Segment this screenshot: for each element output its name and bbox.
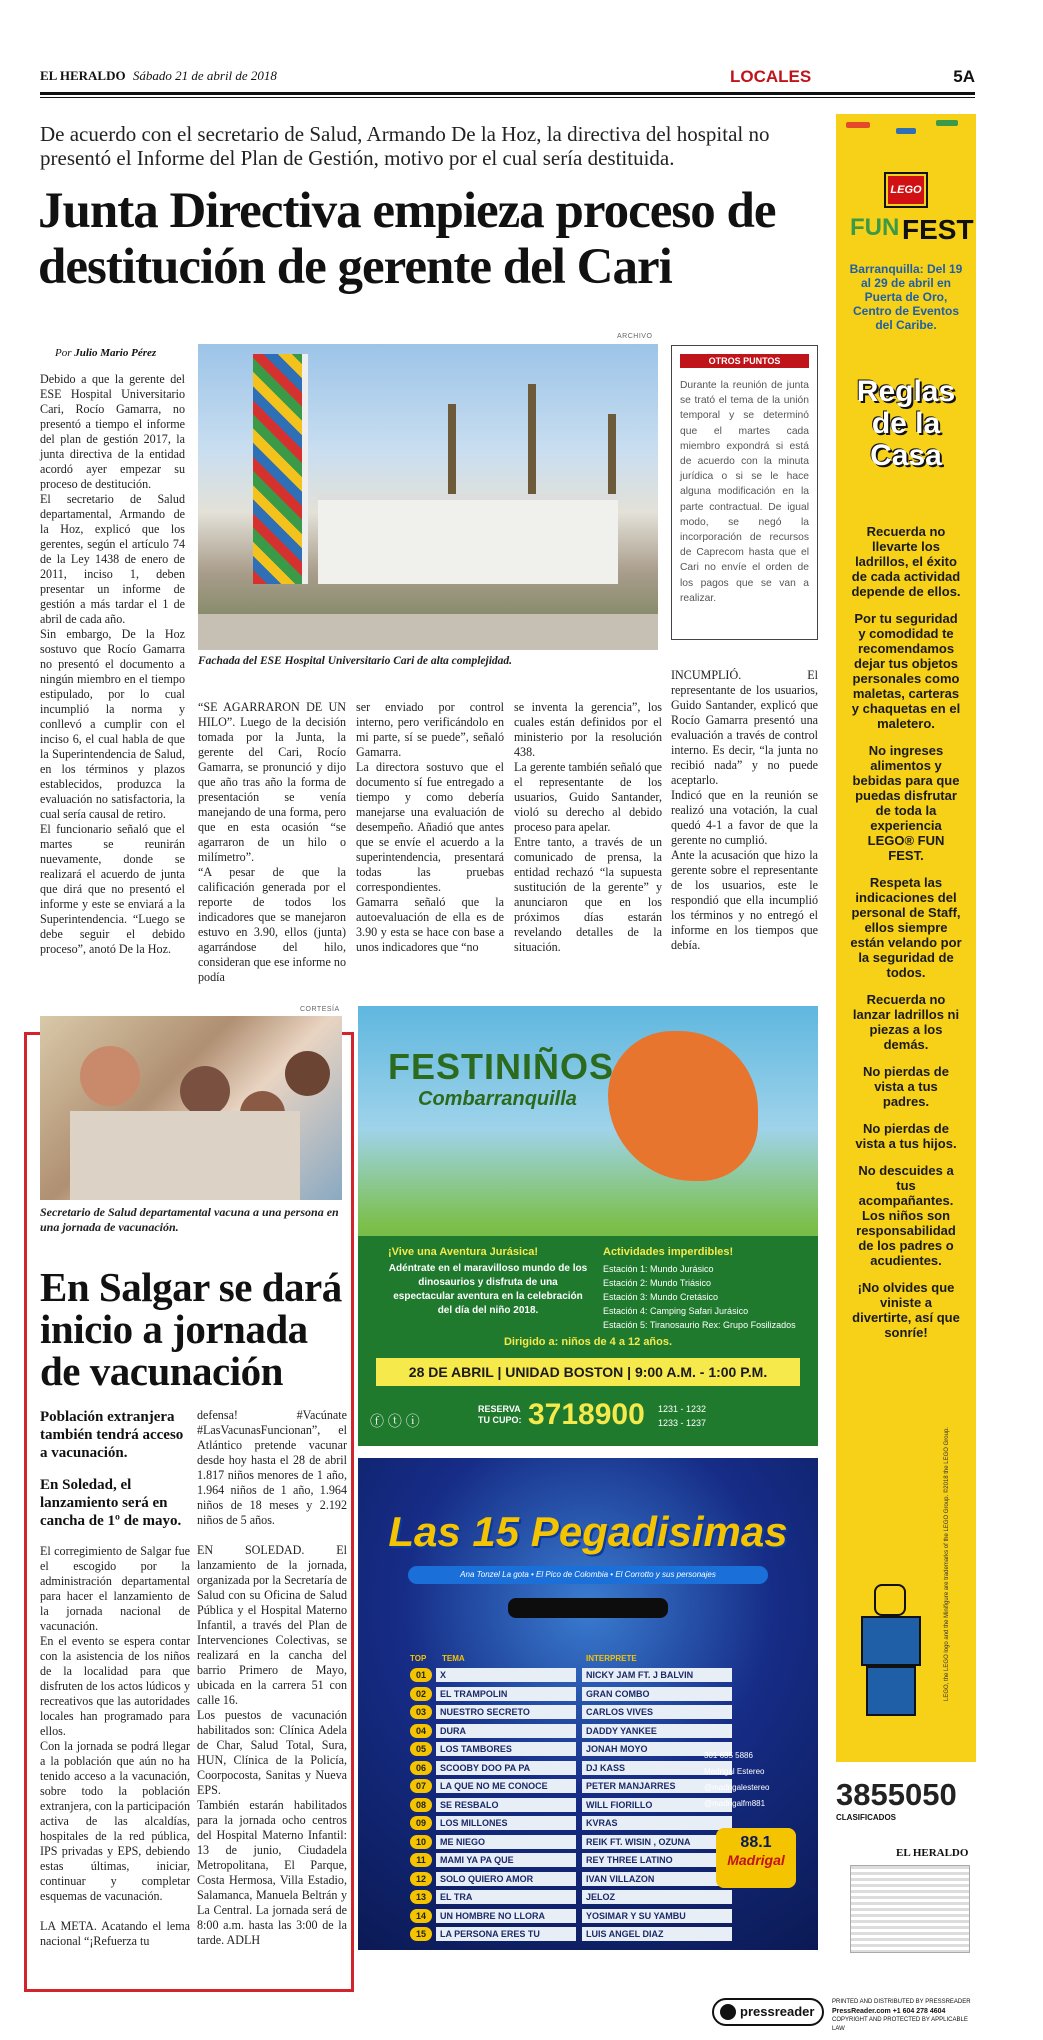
- vaccine-headline: En Salgar se dará inicio a jornada de vacunación: [40, 1264, 342, 1394]
- chart-song: EL TRAMPOLIN: [436, 1687, 576, 1701]
- chart-row: [410, 1927, 790, 1941]
- chart-song: ME NIEGO: [436, 1835, 576, 1849]
- pressreader-brand: pressreader: [740, 2004, 815, 2019]
- lego-fun: FUN: [850, 214, 900, 241]
- festininos-event: 28 DE ABRIL | UNIDAD BOSTON | 9:00 A.M. - 1:00 P.M.: [376, 1358, 800, 1386]
- pegadisimas-ribbon: Ana Tonzel La gota • El Pico de Colombia • El Corrotto y sus personajes: [408, 1566, 768, 1584]
- station-2: Estación 2: Mundo Triásico: [603, 1278, 712, 1288]
- chart-rank: 14: [410, 1909, 432, 1923]
- station-1: Estación 1: Mundo Jurásico: [603, 1264, 714, 1274]
- chart-rank: 10: [410, 1835, 432, 1849]
- paper-name: EL HERALDO: [40, 68, 126, 83]
- chart-artist: CARLOS VIVES: [582, 1705, 732, 1719]
- classified-label: CLASIFICADOS: [836, 1813, 896, 1822]
- chart-song: X: [436, 1668, 576, 1682]
- page-number: 5A: [953, 67, 975, 86]
- chart-row: [410, 1909, 790, 1923]
- festininos-ext-2: 1233 - 1237: [658, 1418, 707, 1428]
- lego-location: Barranquilla: Del 19 al 29 de abril en Puerta de Oro, Centro de Eventos del Caribe.: [849, 262, 963, 332]
- chart-rank: 13: [410, 1890, 432, 1904]
- contact-facebook: Madrigal Estereo: [704, 1767, 765, 1776]
- chart-rank: 12: [410, 1872, 432, 1886]
- chart-row: [410, 1724, 790, 1738]
- chart-song: UN HOMBRE NO LLORA: [436, 1909, 576, 1923]
- chart-artist: LUIS ANGEL DIAZ: [582, 1927, 732, 1941]
- chart-rank: 15: [410, 1927, 432, 1941]
- pressreader-logo: [712, 1998, 824, 2026]
- section-name: LOCALES: [730, 67, 812, 86]
- lego-logo: LEGO: [886, 174, 926, 206]
- festininos-ext-1: 1231 - 1232: [658, 1404, 707, 1414]
- col-interprete: INTERPRETE: [586, 1654, 637, 1663]
- classified-paper: EL HERALDO: [896, 1847, 969, 1859]
- header-rule-thin: [40, 97, 975, 98]
- chart-artist: WILL FIORILLO: [582, 1798, 732, 1812]
- contact-instagram: @madrigalfm881: [704, 1799, 766, 1808]
- lego-rule-5: Recuerda no lanzar ladrillos ni piezas a los demás.: [852, 992, 960, 1052]
- chart-song: LA QUE NO ME CONOCE: [436, 1779, 576, 1793]
- chart-artist: JONAH MOYO: [582, 1742, 732, 1756]
- chart-rank: 08: [410, 1798, 432, 1812]
- article-column-4: se inventa la gerencia”, los cuales están definidos por el ministerio por la resolución 438. La gerente también señaló que el representante de los usuarios, Guido Santander, violó su derecho al debido proceso para apelar. Entre tanto, a través de un comunicado de prensa, la entidad rechazó “la supuesta sustitución de la gerente” y anunciaron que en los próximos días estarán revelando detalles de la situación.: [514, 700, 662, 954]
- festininos-left-text: Adéntrate en el maravilloso mundo de los dinosaurios y disfruta de una espectacular aventura en la celebración del día del niño 2018.: [388, 1263, 588, 1316]
- chart-rank: 03: [410, 1705, 432, 1719]
- photo-credit: ARCHIVO: [617, 333, 653, 340]
- chart-rank: 05: [410, 1742, 432, 1756]
- vaccination-photo: [40, 1016, 342, 1200]
- dinosaur-illustration: [608, 1031, 758, 1181]
- chart-artist: JELOZ: [582, 1890, 732, 1904]
- article-deck: De acuerdo con el secretario de Salud, Armando De la Hoz, la directiva del hospital no presentó el Informe del Plan de Gestión, motivo por el cual sería destituida.: [40, 122, 770, 170]
- footer-line-1: PRINTED AND DISTRIBUTED BY PRESSREADER: [832, 1999, 971, 2005]
- chart-artist: PETER MANJARRES: [582, 1779, 732, 1793]
- station-4: Estación 4: Camping Safari Jurásico: [603, 1306, 749, 1316]
- lego-fest: FEST: [902, 214, 974, 245]
- chart-song: SOLO QUIERO AMOR: [436, 1872, 576, 1886]
- chart-artist: DADDY YANKEE: [582, 1724, 732, 1738]
- chart-artist: REIK FT. WISIN , OZUNA: [582, 1835, 732, 1849]
- issue-date: Sábado 21 de abril de 2018: [132, 68, 277, 83]
- chart-row: [410, 1705, 790, 1719]
- chart-rank: 01: [410, 1668, 432, 1682]
- classified-phone: 3855050: [836, 1777, 957, 1812]
- chart-artist: NICKY JAM FT. J BALVIN: [582, 1668, 732, 1682]
- chart-rank: 07: [410, 1779, 432, 1793]
- header-rule: [40, 92, 975, 95]
- byline: [55, 347, 156, 359]
- vaccine-column-2: defensa! #Vacúnate #LasVacunasFuncionan”, el Atlántico pretende vacunar desde hoy hasta el 28 de abril 1.817 niños menores de 1 año, 1.964 niños de 1 año, 1.964 niños de 18 meses y 2.192 niños de 5 años. EN SOLEDAD. El lanzamiento de la jornada, organizada por la Secretaría de Salud con su Oficina de Salud Pública y el Hospital Materno Infantil, a través del Plan de Intervenciones Colectivas, se realizará en la cancha del barrio Primero de Mayo, ubicada en la carrera 51 con calle 16. Los puestos de vacunación habilitados son: Clínica Adela de Char, Salud Total, Sura, HUN, Clínica de la Policía, Coorpocosta, Sanitas y Nueva EPS. También estarán habilitados para la jornada ocho centros del Hospital Materno Infantil: 13 de junio, Ciudadela Metropolitana, El Parque, Costa Hermosa, Villa Estadio, Salamanca, Manuela Beltrán y La Central. La jornada será de 8:00 a.m. hasta las 3:00 de la tarde. ADLH: [197, 1408, 347, 1947]
- festininos-right-head: Actividades imperdibles!: [603, 1246, 734, 1258]
- contact-twitter: @madrigalestereo: [704, 1783, 770, 1792]
- lego-rule-4: Respeta las indicaciones del personal de Staff, ellos siempre están velando por la seguridad de todos.: [850, 875, 962, 980]
- lego-rule-6: No pierdas de vista a tus padres.: [863, 1064, 949, 1109]
- lego-fun-fest-ad: [836, 114, 976, 1762]
- lego-rules-title: Reglas de la Casa: [856, 375, 956, 472]
- pressreader-footer: [712, 1998, 978, 2032]
- lego-legal: LEGO, the LEGO logo and the Minifigure are trademarks of the LEGO Group. ©2018 the LEGO Group.: [944, 1427, 950, 1701]
- col-tema: TEMA: [442, 1654, 465, 1663]
- chart-song: LOS TAMBORES: [436, 1742, 576, 1756]
- chart-row: [410, 1668, 790, 1682]
- chart-artist: IVAN VILLAZON: [582, 1872, 732, 1886]
- chart-song: DURA: [436, 1724, 576, 1738]
- station-frequency: 88.1: [740, 1834, 772, 1851]
- lego-minifigure: [856, 1584, 926, 1734]
- chart-song: EL TRA: [436, 1890, 576, 1904]
- byline-author: Julio Mario Pérez: [74, 347, 157, 359]
- speaker-graphic: [508, 1598, 668, 1618]
- chart-artist: DJ KASS: [582, 1761, 732, 1775]
- chart-song: MAMI YA PA QUE: [436, 1853, 576, 1867]
- article-column-2: “SE AGARRARON DE UN HILO”. Luego de la decisión tomada por la Junta, la gerente del Cari, Rocío Gamarra, se pronunció y dijo que año tras año la forma de presentación se venía manejando de una forma, pero que en esta ocasión “se agarraron de un hilo o milímetro”. “A pesar de que la calificación generada por el reporte de todos los indicadores que se manejaron estuvo en 3.90, ellos (junta) agarrándose del hilo, consideran que ese informe no podía: [198, 700, 346, 984]
- chart-row: [410, 1687, 790, 1701]
- article-headline: Junta Directiva empieza proceso de destitución de gerente del Cari: [38, 183, 776, 295]
- chart-rank: 04: [410, 1724, 432, 1738]
- vaccine-subhead-2: En Soledad, el lanzamiento será en cancha de 1º de mayo.: [40, 1477, 182, 1529]
- vaccine-caption: Secretario de Salud departamental vacuna a una persona en una jornada de vacunación.: [40, 1205, 339, 1234]
- article-column-1: Debido a que la gerente del ESE Hospital Universitario Cari, Rocío Gamarra, no presentó a tiempo el informe del plan de gestión 2017, la junta directiva de la entidad acordó ayer empezar su proceso de destitución. El secretario de Salud departamental, Armando de la Hoz, explicó que los gerentes, según el artículo 74 de la Ley 1438 de enero de 2011, inciso 1, deben presentar un informe de gestión a más tardar el 1 de abril de cada año. Sin embargo, De la Hoz sostuvo que Rocío Gamarra no presentó el documento a ningún miembro en el tiempo estipulado, por lo cual incumplió la norma y conllevó a cumplir con el inciso 6, el cual habla de que la Superintendencia de Salud, en los términos y plazos establecidos, produzca la evaluación no satisfactoria, la cual sería causal de retiro. El funcionario señaló que el martes se reunirán nuevamente, donde se realizará el acuerdo de junta que dirá que no presentó el informe y este se enviará a la Superintendencia. “Luego se debe seguir el debido proceso”, anotó De la Hoz.: [40, 372, 185, 956]
- vaccine-column-1: El corregimiento de Salgar fue el escogido por la administración departamental para hacer el lanzamiento de la jornada nacional de vacunación. En el evento se espera contar con la asistencia de los niños de la localidad para que disfruten de los actos lúdicos y recreativos que las autoridades locales han programado para ellos. Con la jornada se podrá llegar a la población que aún no ha tenido acceso a la vacunación, sobre todo la población extranjera, con la participación activa de las alcaldías, hospitales de la red pública, IPS privadas y EPS, debiendo estas últimas, iniciar, continuar y completar esquemas de vacunación. LA META. Acatando el lema nacional “¡Refuerza tu: [40, 1544, 190, 1948]
- madrigal-logo: [716, 1828, 796, 1888]
- social-icons: ⓕ ⓣ ⓘ: [370, 1413, 420, 1429]
- festininos-phone: 3718900: [528, 1398, 645, 1431]
- festininos-title: FESTINIÑOS: [388, 1046, 615, 1087]
- lego-rule-7: No pierdas de vista a tus hijos.: [855, 1121, 957, 1151]
- article-column-3: ser enviado por control interno, pero verificándolo en mi parte, sí se puede”, señaló Gamarra. La directora sostuvo que el documento sí fue entregado a tiempo y como debería manejarse una evaluación de desempeño. Añadió que antes que se envíe el acuerdo a la superintendencia, presentará todas las pruebas correspondientes. Gamarra señaló que la autoevaluación de ella es de 3.90 y esta se hace con base a unos indicadores que “no: [356, 700, 504, 954]
- chart-rank: 11: [410, 1853, 432, 1867]
- festininos-subtitle: Combarranquilla: [418, 1088, 577, 1110]
- festininos-audience: Dirigido a: niños de 4 a 12 años.: [503, 1336, 673, 1348]
- byline-prefix: Por: [55, 347, 72, 359]
- vaccine-subhead-1: Población extranjera también tendrá acceso a vacunación.: [40, 1409, 184, 1461]
- sidebar-box: [671, 345, 818, 640]
- chart-song: LOS MILLONES: [436, 1816, 576, 1830]
- chart-artist: GRAN COMBO: [582, 1687, 732, 1701]
- footer-line-2: PressReader.com +1 604 278 4604: [832, 2008, 946, 2015]
- vaccine-photo-credit: CORTESÍA: [300, 1006, 340, 1013]
- pegadisimas-title: Las 15 Pegadisimas: [388, 1508, 788, 1555]
- chart-rank: 09: [410, 1816, 432, 1830]
- chart-song: LA PERSONA ERES TU: [436, 1927, 576, 1941]
- lego-rule-1: Recuerda no llevarte los ladrillos, el éxito de cada actividad depende de ellos.: [851, 524, 961, 599]
- pegadisimas-ad: [358, 1458, 818, 1950]
- festininos-ad: [358, 1006, 818, 1446]
- station-3: Estación 3: Mundo Cretásico: [603, 1292, 719, 1302]
- lego-rule-8: No descuides a tus acompañantes. Los niños son responsabilidad de los padres o acudientes.: [856, 1163, 956, 1268]
- chart-row: [410, 1890, 790, 1904]
- newspaper-thumbnail: [850, 1865, 970, 1953]
- sidebar-tag: OTROS PUNTOS: [680, 354, 809, 368]
- hospital-photo: [198, 344, 658, 650]
- chart-song: SE RESBALO: [436, 1798, 576, 1812]
- festininos-left-head: ¡Vive una Aventura Jurásica!: [388, 1246, 538, 1258]
- page-header: [40, 68, 975, 88]
- article-column-5: INCUMPLIÓ. El representante de los usuarios, Guido Santander, explicó que Rocío Gamarra presentó una evaluación a través de control interno. Es decir, “la junta no recibió nada” y no puede aceptarlo. Indicó que en la reunión se realizó una votación, la cual quedó 4-1 a favor de que la gerente no cumplió. Ante la acusación que hizo la gerente sobre el representante de los usuarios, este le respondió que ella incumplió los términos y no entregó el informe en los tiempos que debía.: [671, 668, 818, 952]
- chart-artist: KVRAS: [582, 1816, 732, 1830]
- lego-rule-3: No ingreses alimentos y bebidas para que puedas disfrutar de toda la experiencia LEGO® FUN FEST.: [852, 743, 960, 863]
- station-name: Madrigal: [727, 1852, 785, 1868]
- chart-artist: YOSIMAR Y SU YAMBU: [582, 1909, 732, 1923]
- chart-rank: 06: [410, 1761, 432, 1775]
- chart-artist: REY THREE LATINO: [582, 1853, 732, 1867]
- photo-caption: Fachada del ESE Hospital Universitario Cari de alta complejidad.: [198, 655, 513, 667]
- contact-phone: 301 635 5886: [704, 1751, 753, 1760]
- festininos-reserve: RESERVA TU CUPO:: [478, 1404, 522, 1425]
- footer-line-3: COPYRIGHT AND PROTECTED BY APPLICABLE LAW: [832, 2017, 968, 2032]
- sidebar-text: Durante la reunión de junta se trató el tema de la unión temporal y se determinó que el martes cada miembro expondrá si está de acuerdo con la minuta jurídica o si se le hace alguna modificación en la parte contractual. De igual modo, se negó la incorporación de recursos de Caprecom hasta que el Cari no envíe el orden de los pagos que se van a realizar.: [680, 380, 809, 604]
- chart-song: NUESTRO SECRETO: [436, 1705, 576, 1719]
- station-5: Estación 5: Tiranosaurio Rex: Grupo Fosilizados: [603, 1320, 796, 1330]
- chart-song: SCOOBY DOO PA PA: [436, 1761, 576, 1775]
- classified-ad: [836, 1777, 976, 1957]
- chart-rank: 02: [410, 1687, 432, 1701]
- lego-rule-2: Por tu seguridad y comodidad te recomendamos dejar tus objetos personales como maletas, carteras y chaquetas en el maletero.: [851, 611, 961, 731]
- col-top: TOP: [410, 1654, 427, 1663]
- lego-rule-9: ¡No olvides que viniste a divertirte, así que sonríe!: [852, 1280, 960, 1340]
